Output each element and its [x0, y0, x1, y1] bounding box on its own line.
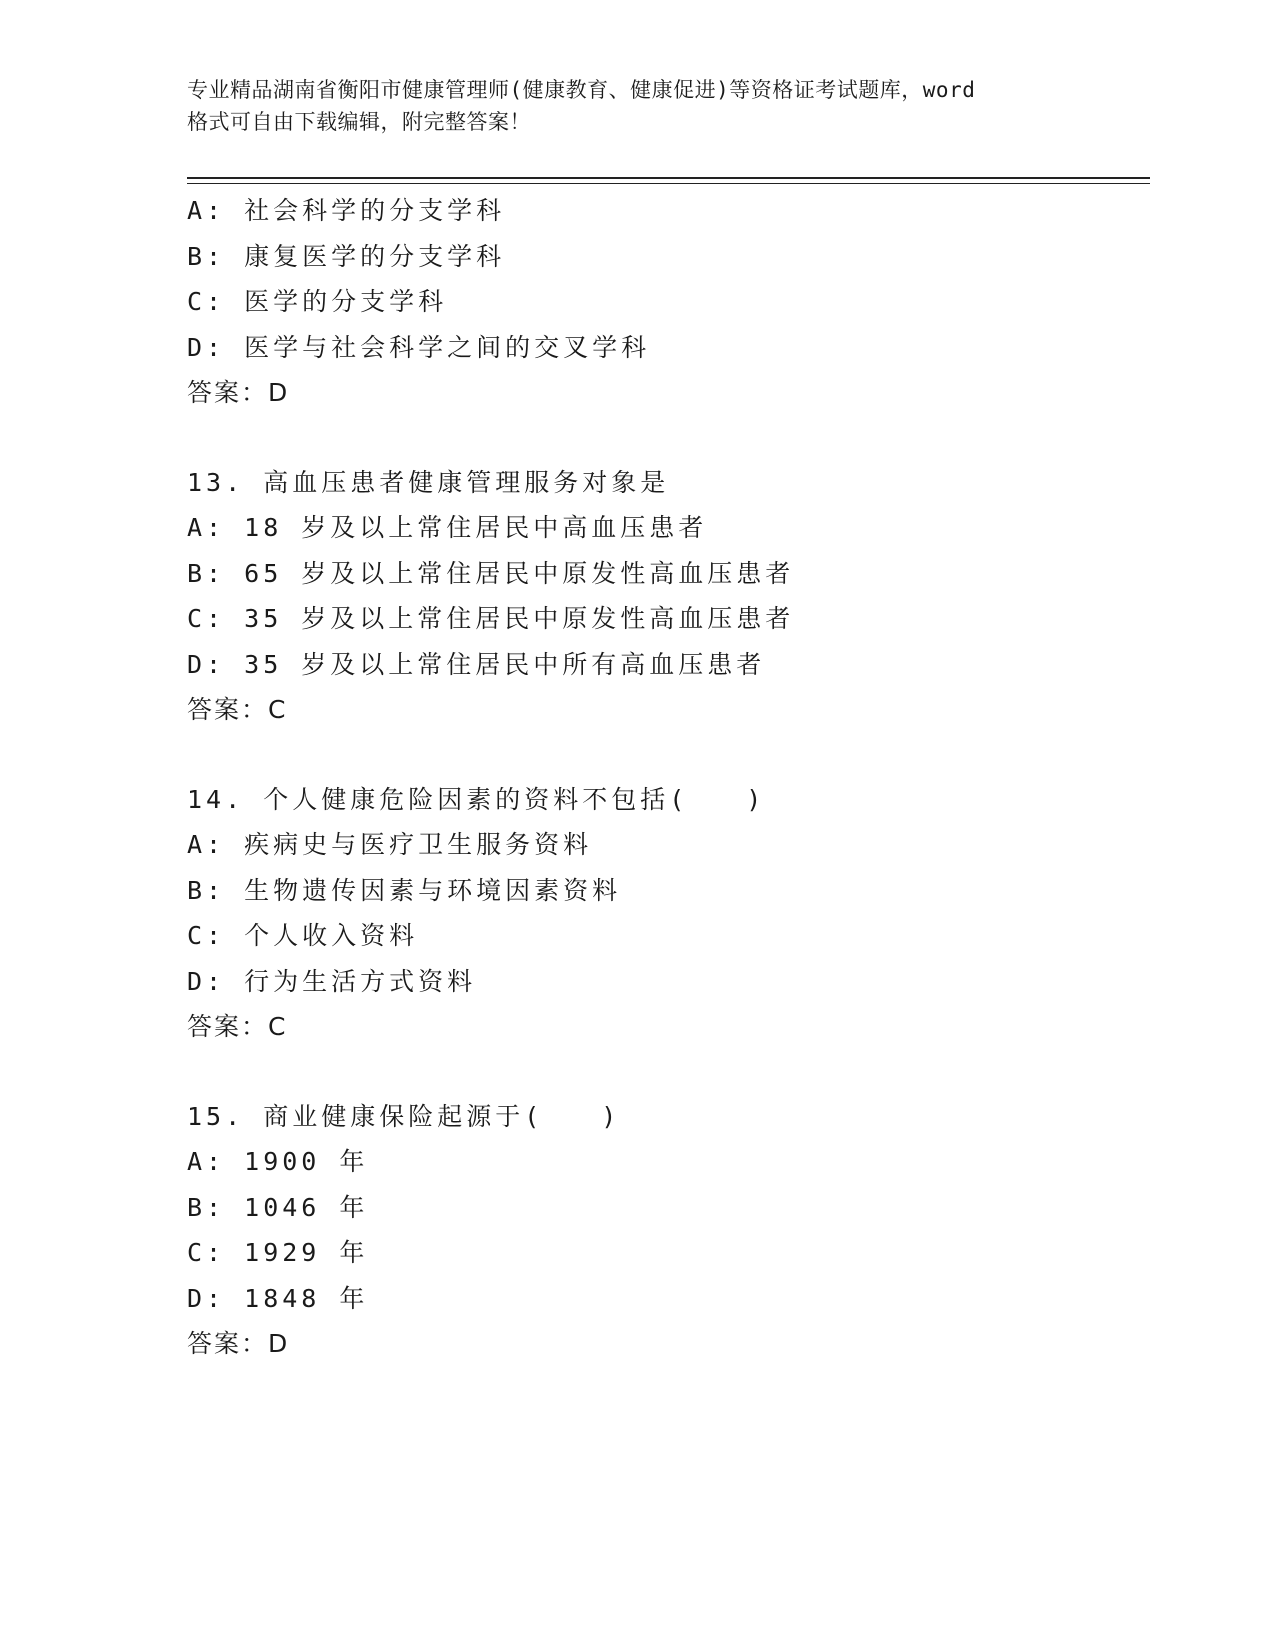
question-stem: 13. 高血压患者健康管理服务对象是	[187, 467, 670, 497]
answer: 答案：D	[187, 1329, 290, 1358]
option-c: C: 医学的分支学科	[187, 287, 448, 316]
option-b: B: 康复医学的分支学科	[187, 241, 506, 271]
option-b: B: 生物遗传因素与环境因素资料	[187, 875, 622, 905]
option-d: D: 医学与社会科学之间的交叉学科	[187, 332, 651, 362]
answer: 答案：D	[187, 378, 290, 407]
spacer	[187, 733, 1147, 777]
answer: 答案：C	[187, 1012, 288, 1041]
option-b: B: 65 岁及以上常住居民中原发性高血压患者	[187, 558, 795, 588]
header-divider-top	[187, 177, 1150, 179]
answer: 答案：C	[187, 695, 288, 724]
question-block-14	[187, 777, 1147, 1050]
option-a: A: 社会科学的分支学科	[187, 196, 506, 225]
header-divider-bottom	[187, 183, 1150, 184]
option-a: A: 18 岁及以上常住居民中高血压患者	[187, 513, 708, 542]
question-block-prev	[187, 188, 1147, 416]
option-c: C: 1929 年	[187, 1238, 369, 1267]
question-list	[187, 188, 1147, 1367]
option-d: D: 1848 年	[187, 1283, 369, 1313]
option-c: C: 35 岁及以上常住居民中原发性高血压患者	[187, 604, 795, 633]
option-d: D: 35 岁及以上常住居民中所有高血压患者	[187, 649, 766, 679]
spacer	[187, 1050, 1147, 1094]
option-c: C: 个人收入资料	[187, 921, 419, 950]
option-b: B: 1046 年	[187, 1192, 369, 1222]
question-block-15	[187, 1094, 1147, 1367]
question-block-13	[187, 460, 1147, 733]
document-header	[187, 74, 1087, 138]
option-d: D: 行为生活方式资料	[187, 966, 477, 996]
question-stem: 14. 个人健康危险因素的资料不包括( )	[187, 784, 766, 814]
option-a: A: 1900 年	[187, 1147, 369, 1176]
header-line-2: 格式可自由下载编辑，附完整答案！	[187, 110, 531, 134]
question-stem: 15. 商业健康保险起源于( )	[187, 1101, 621, 1131]
option-a: A: 疾病史与医疗卫生服务资料	[187, 830, 593, 859]
spacer	[187, 416, 1147, 460]
header-line-1: 专业精品湖南省衡阳市健康管理师(健康教育、健康促进)等资格证考试题库，word	[187, 78, 976, 102]
